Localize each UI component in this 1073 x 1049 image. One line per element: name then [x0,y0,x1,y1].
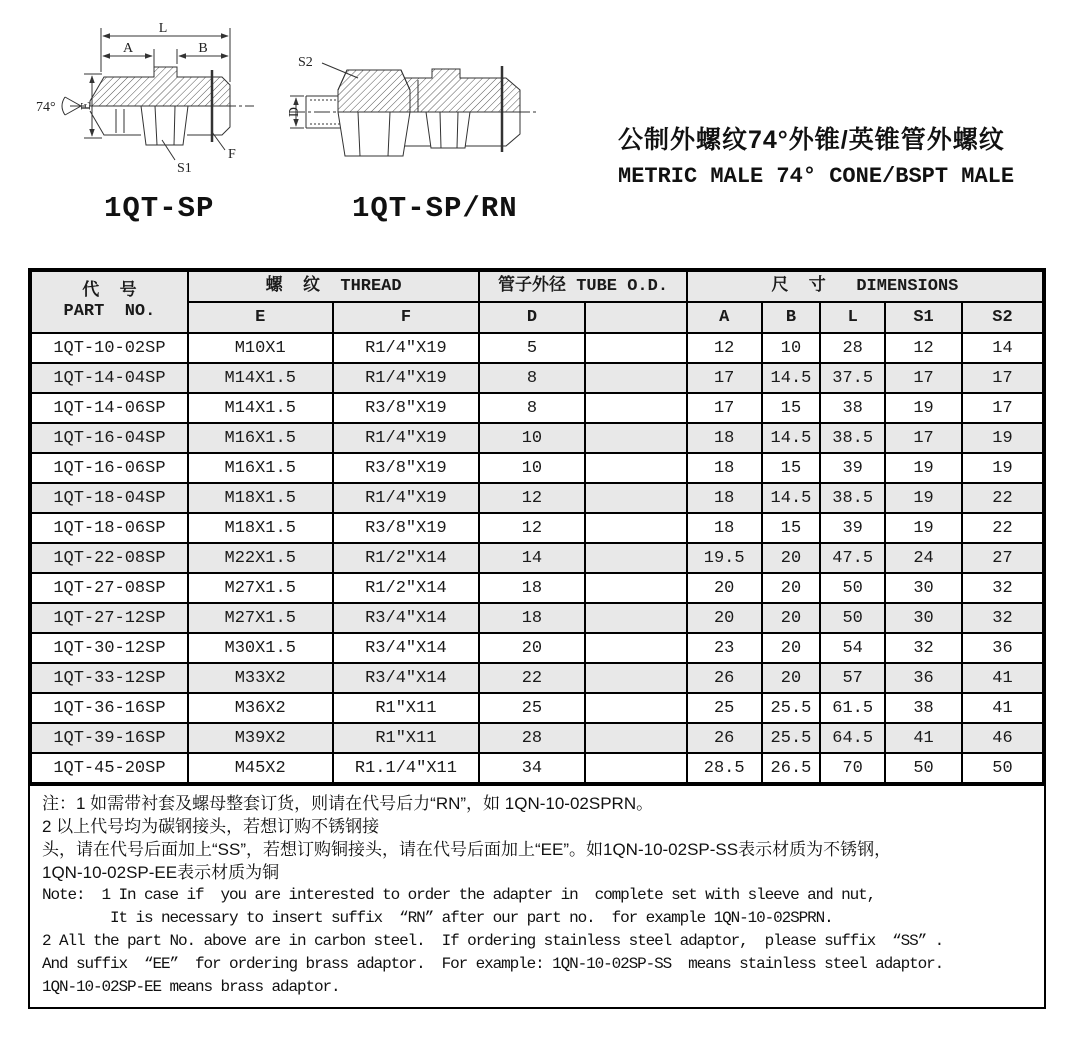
cell-f: R3/4″X14 [333,663,480,693]
cell-f: R1/4″X19 [333,423,480,453]
dim-label-angle: 74° [36,100,56,115]
cell-d: 28 [479,723,584,753]
cell-part: 1QT-36-16SP [31,693,188,723]
cell-s1: 30 [885,603,962,633]
cell-d2 [585,543,687,573]
cell-e: M30X1.5 [188,633,333,663]
note-line: 2 All the part No. above are in carbon steel. If ordering stainless steel adaptor, please suffix “SS” . [42,932,944,950]
cell-s2: 36 [962,633,1043,663]
cell-s1: 50 [885,753,962,783]
cell-s1: 19 [885,453,962,483]
cell-d2 [585,333,687,363]
cell-s1: 41 [885,723,962,753]
cell-b: 26.5 [762,753,821,783]
spec-table [30,270,1044,784]
cell-b: 20 [762,633,821,663]
table-row [31,393,1043,423]
cell-f: R1/2″X14 [333,543,480,573]
cell-s1: 30 [885,573,962,603]
cell-d: 22 [479,663,584,693]
cell-part: 1QT-30-12SP [31,633,188,663]
cell-l: 47.5 [820,543,885,573]
cell-d: 18 [479,603,584,633]
cell-a: 18 [687,453,762,483]
header-row-groups [31,271,1043,302]
col-header-a: A [687,302,762,333]
cell-e: M22X1.5 [188,543,333,573]
fitting-drawing-icon [28,14,283,182]
cell-s2: 22 [962,483,1043,513]
table-row [31,693,1043,723]
cell-part: 1QT-14-04SP [31,363,188,393]
cell-f: R3/8″X19 [333,393,480,423]
cell-s1: 38 [885,693,962,723]
model-caption-1qt-sp-rn: 1QT-SP/RN [352,192,518,225]
cell-a: 20 [687,603,762,633]
cell-e: M14X1.5 [188,393,333,423]
cell-part: 1QT-14-06SP [31,393,188,423]
col-header-dimensions: 尺 寸 DIMENSIONS [687,271,1043,302]
cell-b: 20 [762,543,821,573]
cell-d: 12 [479,483,584,513]
note-line: And suffix “EE” for ordering brass adaptor. For example: 1QN-10-02SP-SS means stainless steel adaptor. [42,955,944,973]
cell-l: 50 [820,573,885,603]
cell-e: M45X2 [188,753,333,783]
cell-s1: 17 [885,423,962,453]
cell-d: 12 [479,513,584,543]
cell-s2: 17 [962,363,1043,393]
note-line: Note: 1 In case if you are interested to order the adapter in complete set with sleeve and nut, [42,886,876,904]
cell-s1: 24 [885,543,962,573]
cell-l: 37.5 [820,363,885,393]
col-header-d: D [479,302,584,333]
cell-s2: 22 [962,513,1043,543]
cell-l: 39 [820,453,885,483]
cell-f: R3/4″X14 [333,603,480,633]
cell-part: 1QT-39-16SP [31,723,188,753]
cell-a: 28.5 [687,753,762,783]
cell-e: M27X1.5 [188,573,333,603]
cell-b: 14.5 [762,483,821,513]
cell-s2: 19 [962,453,1043,483]
cell-s1: 36 [885,663,962,693]
cell-s2: 50 [962,753,1043,783]
cell-a: 19.5 [687,543,762,573]
cell-part: 1QT-33-12SP [31,663,188,693]
cell-f: R3/4″X14 [333,633,480,663]
dim-label-l: L [158,21,168,36]
cell-f: R1.1/4″X11 [333,753,480,783]
cell-a: 26 [687,723,762,753]
note-line: 注：1 如需带衬套及螺母整套订货，则请在代号后力“RN”，如 1QN-10-02SPRN。 [42,794,654,813]
technical-drawing-1qt-sp-rn [284,36,549,189]
cell-e: M18X1.5 [188,513,333,543]
dim-label-s1: S1 [177,161,192,176]
cell-l: 39 [820,513,885,543]
cell-d: 10 [479,423,584,453]
cell-d: 8 [479,393,584,423]
cell-l: 50 [820,603,885,633]
col-header-s2: S2 [962,302,1043,333]
table-row [31,633,1043,663]
cell-f: R1″X11 [333,723,480,753]
cell-e: M39X2 [188,723,333,753]
cell-part: 1QT-27-12SP [31,603,188,633]
cell-part: 1QT-18-04SP [31,483,188,513]
page-title-chinese: 公制外螺纹74°外锥/英锥管外螺纹 [618,126,1005,154]
cell-f: R3/8″X19 [333,513,480,543]
cell-s2: 17 [962,393,1043,423]
table-row [31,543,1043,573]
cell-d2 [585,663,687,693]
cell-d: 10 [479,453,584,483]
cell-f: R1/4″X19 [333,363,480,393]
cell-f: R1/2″X14 [333,573,480,603]
cell-s1: 19 [885,483,962,513]
table-row [31,603,1043,633]
cell-a: 18 [687,423,762,453]
cell-d2 [585,513,687,543]
col-header-part-no-cn: 代 号 [82,282,137,302]
cell-a: 26 [687,663,762,693]
cell-d2 [585,633,687,663]
col-header-part-no [31,271,188,333]
col-header-d2 [585,302,687,333]
table-row [31,573,1043,603]
cell-d2 [585,693,687,723]
cell-part: 1QT-18-06SP [31,513,188,543]
cell-a: 18 [687,483,762,513]
dim-label-b: B [198,41,208,56]
dim-label-f: F [228,147,236,162]
cell-l: 54 [820,633,885,663]
cell-d2 [585,453,687,483]
cell-f: R3/8″X19 [333,453,480,483]
cell-d: 25 [479,693,584,723]
cell-s2: 27 [962,543,1043,573]
spec-table-container [28,268,1046,1009]
cell-d: 34 [479,753,584,783]
table-row [31,723,1043,753]
table-row [31,363,1043,393]
col-header-tube-od: 管子外径 TUBE O.D. [479,271,686,302]
cell-b: 10 [762,333,821,363]
note-line: It is necessary to insert suffix “RN” after our part no. for example 1QN-10-02SPRN. [42,909,833,927]
cell-e: M16X1.5 [188,453,333,483]
dim-label-s2: S2 [298,55,313,70]
cell-b: 14.5 [762,363,821,393]
table-row [31,423,1043,453]
cell-b: 15 [762,393,821,423]
cell-l: 57 [820,663,885,693]
cell-d: 8 [479,363,584,393]
cell-d2 [585,393,687,423]
cell-s2: 32 [962,573,1043,603]
cell-part: 1QT-27-08SP [31,573,188,603]
cell-d2 [585,753,687,783]
cell-l: 38.5 [820,483,885,513]
cell-b: 20 [762,573,821,603]
cell-a: 20 [687,573,762,603]
cell-a: 12 [687,333,762,363]
note-line: 1QN-10-02SP-EE means brass adaptor. [42,978,340,996]
cell-d2 [585,573,687,603]
cell-b: 20 [762,603,821,633]
cell-d: 5 [479,333,584,363]
cell-s2: 19 [962,423,1043,453]
cell-part: 1QT-16-06SP [31,453,188,483]
cell-l: 61.5 [820,693,885,723]
note-line: 头，请在代号后面加上“SS”，若想订购铜接头，请在代号后面加上“EE”。如1QN-10-02SP-SS表示材质为不锈钢， [42,840,892,859]
table-row [31,483,1043,513]
cell-s1: 12 [885,333,962,363]
cell-d2 [585,483,687,513]
cell-s1: 19 [885,393,962,423]
cell-l: 70 [820,753,885,783]
page-title-english: METRIC MALE 74° CONE/BSPT MALE [618,164,1015,189]
table-row [31,453,1043,483]
cell-e: M33X2 [188,663,333,693]
dim-label-e: E [79,101,94,111]
cell-l: 38.5 [820,423,885,453]
cell-e: M14X1.5 [188,363,333,393]
dim-label-a: A [122,41,134,56]
cell-b: 25.5 [762,693,821,723]
cell-e: M10X1 [188,333,333,363]
cell-b: 15 [762,453,821,483]
cell-f: R1/4″X19 [333,333,480,363]
cell-f: R1/4″X19 [333,483,480,513]
col-header-part-no-en: PART NO. [63,302,156,321]
col-header-f: F [333,302,480,333]
col-header-s1: S1 [885,302,962,333]
dim-label-d: D [287,106,302,118]
table-row [31,663,1043,693]
cell-part: 1QT-10-02SP [31,333,188,363]
cell-d: 20 [479,633,584,663]
cell-s2: 32 [962,603,1043,633]
cell-s1: 19 [885,513,962,543]
cell-part: 1QT-16-04SP [31,423,188,453]
model-caption-1qt-sp: 1QT-SP [104,192,215,225]
cell-d2 [585,723,687,753]
cell-d2 [585,423,687,453]
cell-s2: 14 [962,333,1043,363]
cell-s1: 32 [885,633,962,663]
technical-drawing-1qt-sp [28,14,283,187]
cell-e: M36X2 [188,693,333,723]
cell-b: 20 [762,663,821,693]
cell-l: 64.5 [820,723,885,753]
table-row [31,513,1043,543]
cell-a: 18 [687,513,762,543]
cell-d2 [585,363,687,393]
cell-l: 28 [820,333,885,363]
col-header-b: B [762,302,821,333]
cell-d: 14 [479,543,584,573]
col-header-thread: 螺 纹 THREAD [188,271,479,302]
table-row [31,333,1043,363]
cell-a: 25 [687,693,762,723]
cell-a: 17 [687,363,762,393]
table-row [31,753,1043,783]
cell-part: 1QT-22-08SP [31,543,188,573]
cell-b: 25.5 [762,723,821,753]
fitting-with-nut-drawing-icon [284,36,549,184]
cell-s1: 17 [885,363,962,393]
notes-section [30,784,1044,1007]
cell-a: 17 [687,393,762,423]
col-header-l: L [820,302,885,333]
note-line: 2 以上代号均为碳钢接头，若想订购不锈钢接 [42,817,380,836]
cell-l: 38 [820,393,885,423]
cell-s2: 41 [962,693,1043,723]
cell-d2 [585,603,687,633]
note-line: 1QN-10-02SP-EE表示材质为铜 [42,863,280,882]
cell-s2: 46 [962,723,1043,753]
cell-e: M16X1.5 [188,423,333,453]
cell-e: M27X1.5 [188,603,333,633]
cell-f: R1″X11 [333,693,480,723]
cell-b: 14.5 [762,423,821,453]
cell-a: 23 [687,633,762,663]
cell-part: 1QT-45-20SP [31,753,188,783]
col-header-e: E [188,302,333,333]
cell-s2: 41 [962,663,1043,693]
cell-b: 15 [762,513,821,543]
cell-e: M18X1.5 [188,483,333,513]
cell-d: 18 [479,573,584,603]
